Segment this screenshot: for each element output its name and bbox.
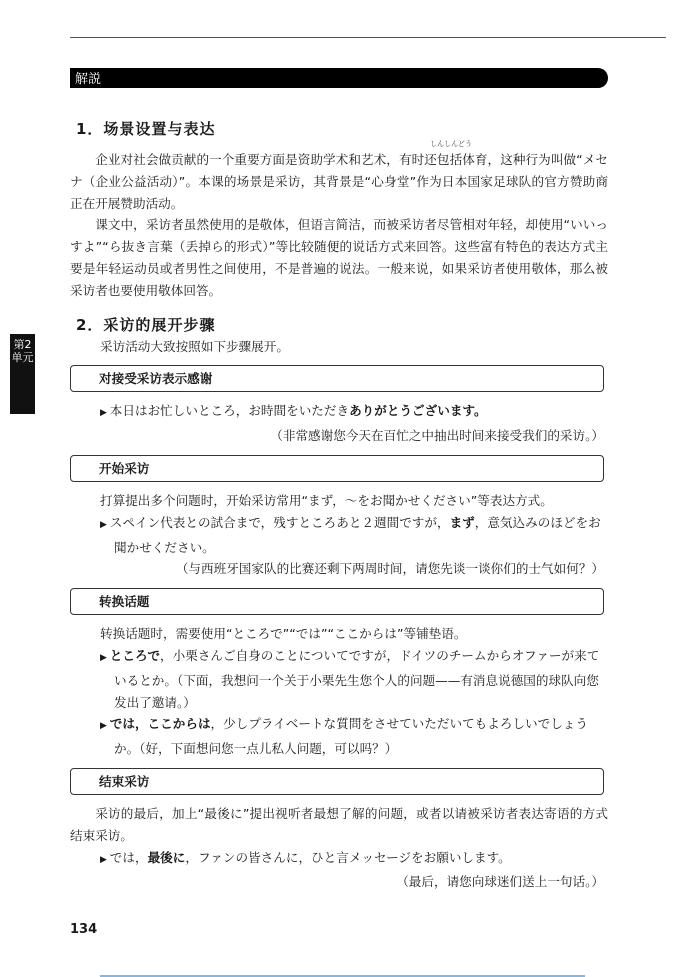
example [70, 645, 608, 713]
unit-side-tab: 第2单元 [10, 334, 35, 414]
example-text: ，少しプライベートな質問をさせていただいてもよろしいでしょうか。（好，下面想问您一点儿私人问题，可以吗？） [114, 716, 588, 757]
example-bold: まず [449, 514, 475, 530]
heading-1: 1．场景设置与表达 [76, 120, 216, 138]
step-text: 转换话题时，需要使用“ところで”“では”“ここからは”等铺垫语。 [100, 626, 467, 642]
furigana: しんしんどう [430, 140, 472, 148]
step-box-start [70, 455, 604, 482]
bullet-triangle-icon: ▶ [100, 854, 110, 865]
example-text: スペイン代表との試合まで，残すところあと２週間ですが， [109, 514, 450, 530]
example [70, 847, 608, 872]
translation: （非常感谢您今天在百忙之中抽出时间来接受我们的采访。） [270, 428, 604, 444]
example-text: ，小栗さんご自身のことについてですが，ドイツのチームからオファーが来ているとか。（下面，我想问一个关于小栗先生您个人的问题——有消息说德国的球队向您发出了邀请。） [114, 647, 600, 710]
step-box-switch [70, 588, 604, 615]
step-title: 转换话题 [99, 594, 150, 610]
section-label: 解説 [75, 72, 102, 87]
paragraph-2: 课文中，采访者虽然使用的是敬体，但语言简洁，而被采访者尽管相对年轻，却使用“いいっすよ”“ら抜き言葉（丢掉ら的形式）”等比较随便的说话方式来回答。这些富有特色的表达方式主要是年轻运动员或者男性之间使用，不是普遍的说法。一般来说，如果采访者使用敬体，那么被采访者也要使用敬体回答。 [70, 217, 608, 298]
example-text: ，意気込みのほどをお聞かせください。 [114, 514, 601, 555]
spacer [70, 302, 608, 314]
translation: （与西班牙国家队的比赛还剩下两周时间，请您先谈一谈你们的士气如何？） [175, 561, 604, 577]
page-content [70, 0, 608, 977]
bullet-triangle-icon: ▶ [100, 652, 110, 663]
example-bold: では，ここからは [109, 716, 211, 732]
step-text: 采访的最后，加上“最後に”提出视听者最想了解的问题，或者以请被采访者表达寄语的方式结束采访。 [70, 805, 608, 843]
bullet-triangle-icon: ▶ [100, 519, 110, 530]
example-text: 本日はお忙しいところ，お時間をいただき [109, 403, 350, 419]
example [70, 713, 608, 760]
heading-2: 2．采访的展开步骤 [76, 315, 216, 334]
bullet-triangle-icon: ▶ [100, 721, 110, 732]
step-title: 开始采访 [99, 460, 150, 476]
step-box-end [70, 768, 604, 795]
step-title: 结束采访 [99, 773, 150, 789]
step-box-thanks [70, 365, 604, 392]
example-text: では， [109, 849, 148, 865]
paragraph-1: 企业对社会做贡献的一个重要方面是资助学术和艺术，有时还包括体育，这种行为叫做“メセナ（企业公益活动）”。本课的场景是采访，其背景是“心身堂”作为日本国家足球队的官方赞助商正在开展赞助活动。 [70, 152, 608, 211]
bullet-triangle-icon: ▶ [100, 408, 110, 419]
step-text: 打算提出多个问题时，开始采访常用“まず，～をお聞かせください”等表达方式。 [100, 492, 553, 508]
example-text: ，ファンの皆さんに，ひと言メッセージをお願いします。 [185, 849, 511, 865]
example [70, 512, 608, 559]
example-bold: ありがとうございます。 [349, 403, 487, 419]
example [70, 400, 608, 425]
example-bold: ところで [109, 647, 161, 663]
example-bold: 最後に [147, 849, 186, 865]
page-number: 134 [70, 922, 98, 938]
intro-text: 采访活动大致按照如下步骤展开。 [100, 338, 289, 354]
step-title: 对接受采访表示感谢 [99, 371, 213, 387]
translation: （最后，请您向球迷们送上一句话。） [396, 874, 604, 890]
